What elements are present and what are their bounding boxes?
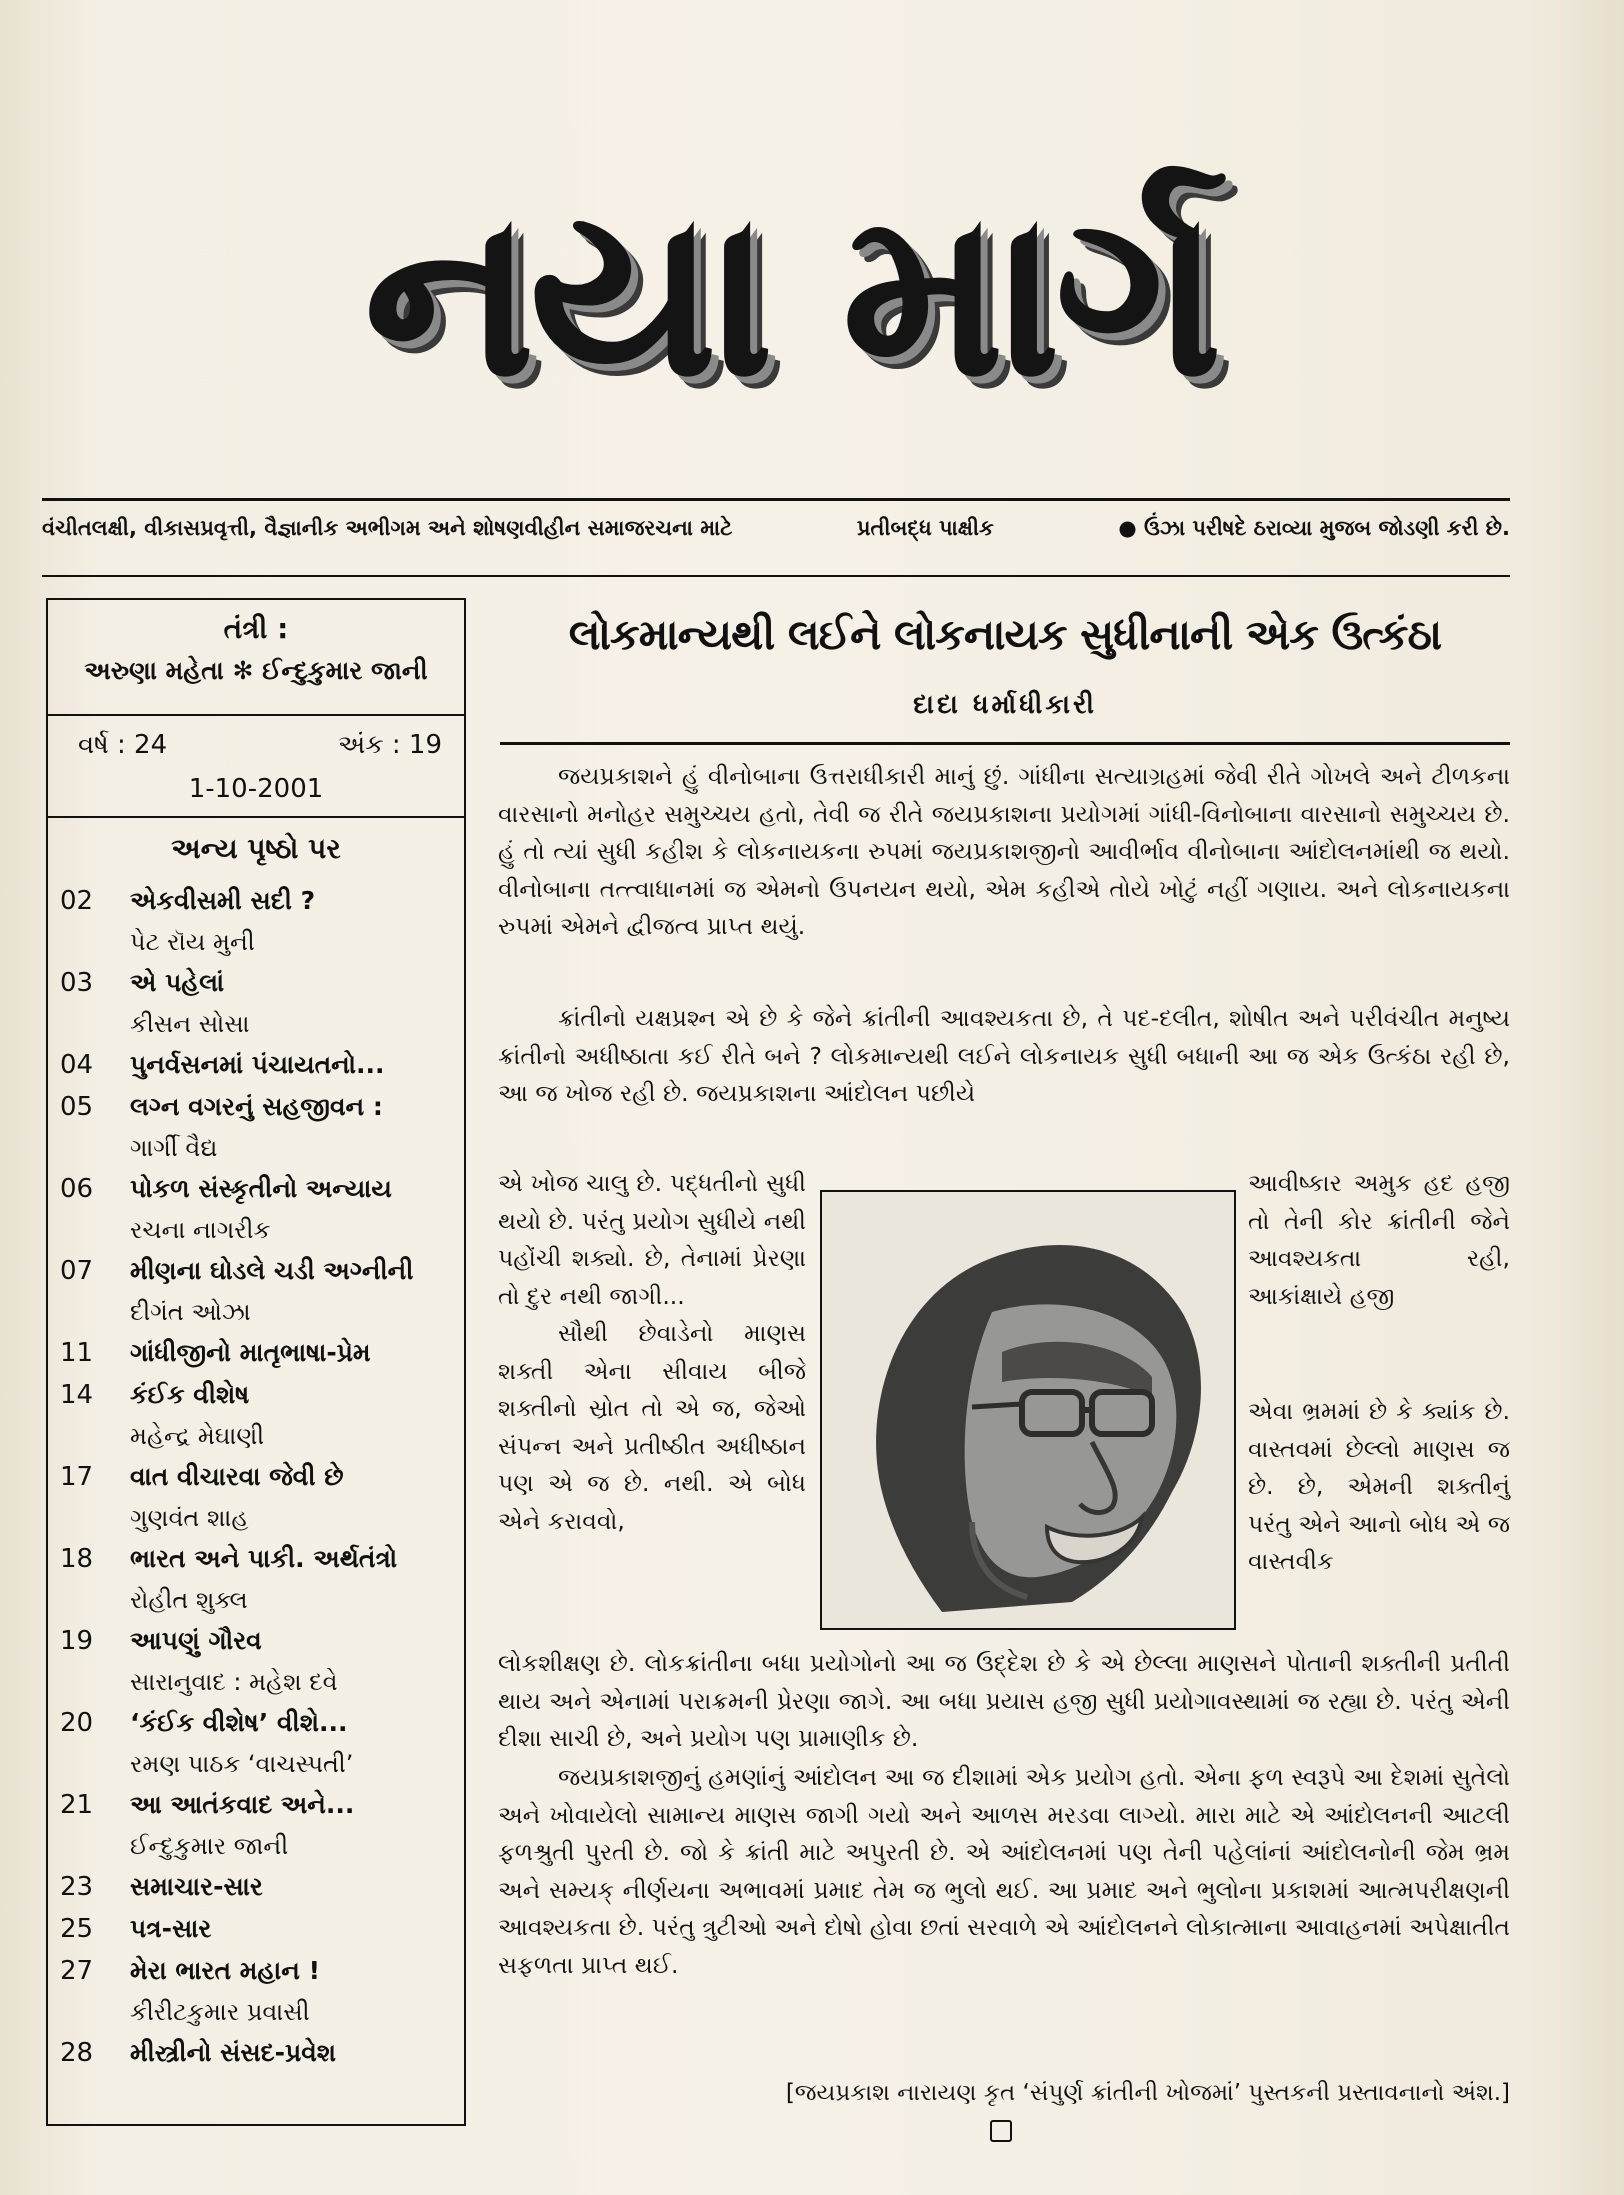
article-column-right xyxy=(1248,1165,1510,1581)
contents-item xyxy=(60,1620,464,1702)
editor-box xyxy=(48,600,464,716)
contents-item-author: સારાનુવાદ : મહેશ દવે xyxy=(130,1668,338,1696)
contents-page-number: 11 xyxy=(60,1338,94,1368)
contents-item-author: ઈન્દુકુમાર જાની xyxy=(130,1832,289,1860)
contents-item-author: પેટ રૉય મુની xyxy=(130,928,255,956)
masthead-title: નયા માર્ગ xyxy=(363,161,1217,428)
contents-item xyxy=(60,1044,464,1086)
contents-item-author: કીસન સોસા xyxy=(130,1010,250,1038)
portrait-image xyxy=(820,1190,1236,1630)
title-rule xyxy=(500,742,1510,745)
contents-item xyxy=(60,1332,464,1374)
contents-item-title: વાત વીચારવા જેવી છે xyxy=(130,1462,344,1491)
masthead-rule xyxy=(42,498,1510,501)
column-left-part-2: સૌથી છેવાડેનો માણસ શક્તી એના સીવાય બીજે શક્તીનો સ્રોત તો એ જ, જેઓ સંપન્ન અને પ્રતીષ્ઠીત અધીષ્ઠાન પણ એ જ છે. નથી. એ બોધ એને કરાવવો, xyxy=(498,1319,806,1535)
contents-item-author: રચના નાગરીક xyxy=(130,1216,271,1244)
contents-item-title: પોકળ સંસ્કૃતીનો અન્યાય xyxy=(130,1174,392,1203)
contents-page-number: 18 xyxy=(60,1544,94,1574)
contents-item xyxy=(60,1250,464,1332)
contents-item-title: એ પહેલાં xyxy=(130,968,225,997)
contents-item-author: ગુણવંત શાહ xyxy=(130,1504,249,1532)
contents-item-title: આ આતંકવાદ અને... xyxy=(130,1790,355,1819)
contents-item xyxy=(60,1702,464,1784)
contents-item xyxy=(60,1908,464,1950)
column-left-part-1: એ ખોજ ચાલુ છે. પદ્ધતીનો સુધી થયો છે. પરંતુ પ્રયોગ સુધીયે નથી પહોંચી શક્યો. છે, તેનામાં પ્રેરણા તો દુર નથી જાગી... xyxy=(498,1169,806,1310)
contents-item-title: લગ્ન વગરનું સહજીવન : xyxy=(130,1092,383,1121)
article-byline: દાદા ધર્માધીકારી xyxy=(913,690,1097,720)
contents-page-number: 17 xyxy=(60,1462,94,1492)
contents-item-author: મહેન્દ્ર મેઘાણી xyxy=(130,1422,265,1450)
tagline-frequency: પ્રતીબદ્ધ પાક્ષીક xyxy=(856,516,994,540)
contents-page-number: 21 xyxy=(60,1790,94,1820)
tagline-spelling-note: ● ઉંઝા પરીષદે ઠરાવ્યા મુજબ જોડણી કરી છે. xyxy=(1118,516,1510,540)
article-column-left xyxy=(498,1165,806,1540)
contents-item-title: પુનર્વસનમાં પંચાયતનો... xyxy=(130,1050,385,1079)
issue-number: અંક : 19 xyxy=(337,730,442,760)
contents-page-number: 14 xyxy=(60,1380,94,1410)
contents-item-title: ગાંધીજીનો માતૃભાષા-પ્રેમ xyxy=(130,1338,371,1367)
contents-item xyxy=(60,2032,464,2074)
tagline xyxy=(42,516,1510,541)
contents-page-number: 23 xyxy=(60,1872,94,1902)
contents-item-author: રમણ પાઠક ‘વાચસ્પતી’ xyxy=(130,1750,354,1778)
contents-item xyxy=(60,1866,464,1908)
contents-item xyxy=(60,1456,464,1538)
contents-page-number: 25 xyxy=(60,1914,94,1944)
contents-item-author: રોહીત શુક્લ xyxy=(130,1586,248,1614)
contents-item-title: ‘કંઈક વીશેષ’ વીશે... xyxy=(130,1708,348,1737)
contents-item xyxy=(60,1168,464,1250)
contents-page-number: 07 xyxy=(60,1256,94,1286)
article-paragraph-3: લોકશીક્ષણ છે. લોકક્રાંતીના બધા પ્રયોગોનો આ જ ઉદ્દેશ છે કે એ છેલ્લા માણસને પોતાની શક્તીની પ્રતીતી થાય અને એનામાં પરાક્રમની પ્રેરણા જાગે. આ બધા પ્રયાસ હજી સુધી પ્રયોગાવસ્થામાં જ રહ્યા છે. પરંતુ એની દીશા સાચી છે, અને પ્રયોગ પણ પ્રામાણીક છે. xyxy=(498,1649,1510,1752)
issue-date: 1-10-2001 xyxy=(188,774,324,804)
contents-item-title: એકવીસમી સદી ? xyxy=(130,886,316,915)
contents-item-author: ગાર્ગી વૈદ્ય xyxy=(130,1134,218,1162)
source-note: [જયપ્રકાશ નારાયણ કૃત ‘સંપુર્ણ ક્રાંતીની ખોજમાં’ પુસ્તકની પ્રસ્તાવનાનો અંશ.] xyxy=(785,2080,1510,2106)
masthead xyxy=(190,150,1390,440)
article-paragraph-2: ક્રાંતીનો યક્ષપ્રશ્ન એ છે કે જેને ક્રાંતીની આવશ્યકતા છે, તે પદ-દલીત, શોષીત અને પરીવંચીત મનુષ્ય ક્રાંતીનો અધીષ્ઠાતા કઈ રીતે બને ? લોકમાન્યથી લઈને લોકનાયક સુધી બધાની આ જ એક ઉત્કંઠા રહી છે, આ જ ખોજ રહી છે. જયપ્રકાશના આંદોલન પછીયે xyxy=(498,1004,1510,1107)
contents-page-number: 20 xyxy=(60,1708,94,1738)
editor-label: તંત્રી : xyxy=(223,612,289,645)
article-paragraph-4: જયપ્રકાશજીનું હમણાંનું આંદોલન આ જ દીશામાં એક પ્રયોગ હતો. એના ફળ સ્વરૂપે આ દેશમાં સુતેલો અને ખોવાયેલો સામાન્ય માણસ જાગી ગયો અને આળસ મરડવા લાગ્યો. મારા માટે એ આંદોલનની આટલી ફળશ્રુતી પુરતી છે. જો કે ક્રાંતી માટે અપુરતી છે. એ આંદોલનમાં પણ તેની પહેલાંનાં આંદોલનોની જેમ ભ્રમ અને સમ્યક્ નીર્ણયના અભાવમાં પ્રમાદ તેમ જ ભુલો થઈ. આ પ્રમાદ અને ભુલોના પ્રકાશમાં આત્મપરીક્ષણની આવશ્યકતા છે. પરંતુ ત્રુટીઓ અને દોષો હોવા છતાં સરવાળે એ આંદોલનને લોકાત્માના આવાહનમાં અપેક્ષાતીત સફળતા પ્રાપ્ત થઈ. xyxy=(498,1763,1510,1979)
contents-page-number: 03 xyxy=(60,968,94,998)
contents-item-title: મીસ્ત્રીનો સંસદ-પ્રવેશ xyxy=(130,2038,337,2067)
portrait-illustration xyxy=(822,1192,1234,1628)
issue-box xyxy=(48,716,464,818)
contents-item-title: પત્ર-સાર xyxy=(130,1914,212,1943)
tagline-rule xyxy=(42,575,1510,577)
contents-page-number: 28 xyxy=(60,2038,94,2068)
tagline-mission: વંચીતલક્ષી, વીકાસપ્રવૃત્તી, વૈજ્ઞાનીક અભીગમ અને શોષણવીહીન સમાજરચના માટે xyxy=(42,516,733,540)
contents-item xyxy=(60,1950,464,2032)
contents-item xyxy=(60,1538,464,1620)
contents-item-author: દીગંત ઓઝા xyxy=(130,1298,251,1326)
contents-item xyxy=(60,1374,464,1456)
contents-item xyxy=(60,962,464,1044)
contents-item-title: સમાચાર-સાર xyxy=(130,1872,263,1901)
contents-page-number: 06 xyxy=(60,1174,94,1204)
contents-title: અન્ય પૃષ્ઠો પર xyxy=(171,832,341,865)
article-paragraph-1: જયપ્રકાશને હું વીનોબાના ઉત્તરાધીકારી માનું છું. ગાંધીના સત્યાગ્રહમાં જેવી રીતે ગોખલે અને ટીળકના વારસાનો મનોહર સમુચ્ચય હતો, તેવી જ રીતે જયપ્રકાશના પ્રયોગમાં ગાંધી-વિનોબાના વારસાનો સમુચ્ચય છે. હું તો ત્યાં સુધી કહીશ કે લોકનાયકના રુપમાં જયપ્રકાશજીનો આવીર્ભાવ વીનોબાના આંદોલનમાંથી જ થયો. વીનોબાના તત્ત્વાધાનમાં જ એમનો ઉપનયન થયો, એમ કહીએ તોયે ખોટું નહીં ગણાય. અને લોકનાયકના રુપમાં એમને દ્વીજત્વ પ્રાપ્ત થયું. xyxy=(498,762,1510,940)
contents-item-author: કીરીટકુમાર પ્રવાસી xyxy=(130,1998,310,2026)
contents-item-title: ભારત અને પાકી. અર્થતંત્રો xyxy=(130,1544,398,1573)
contents-page-number: 19 xyxy=(60,1626,94,1656)
editor-names: અરુણા મહેતા ✻ ઈન્દુકુમાર જાની xyxy=(84,656,428,685)
contents-item-title: આપણું ગૌરવ xyxy=(130,1626,262,1655)
column-right-part-2: એવા ભ્રમમાં છે કે ક્યાંક છે. વાસ્તવમાં છેલ્લો માણસ જ છે. છે, એમની શક્તીનું પરંતુ એને આનો બોધ એ જ વાસ્તવીક xyxy=(1248,1397,1510,1575)
contents-page-number: 02 xyxy=(60,886,94,916)
column-right-part-1: આવીષ્કાર અમુક હદ હજી તો તેની કોર ક્રાંતીની જેને આવશ્યકતા રહી, આકાંક્ષાયે હજી xyxy=(1248,1169,1510,1310)
sidebar xyxy=(46,598,466,2126)
contents-item xyxy=(60,880,464,962)
volume-year: વર્ષ : 24 xyxy=(78,730,168,760)
contents-item-title: મીણના ઘોડલે ચડી અગ્નીની xyxy=(130,1256,414,1285)
contents-item-title: મેરા ભારત મહાન ! xyxy=(130,1956,321,1985)
contents-page-number: 27 xyxy=(60,1956,94,1986)
contents-item xyxy=(60,1784,464,1866)
contents-page-number: 04 xyxy=(60,1050,94,1080)
contents-item-title: કંઈક વીશેષ xyxy=(130,1380,250,1409)
end-of-article-mark xyxy=(990,2120,1012,2142)
article-title: લોકમાન્યથી લઈને લોકનાયક સુધીનાની એક ઉત્કંઠા xyxy=(568,610,1442,659)
contents-item xyxy=(60,1086,464,1168)
contents-list xyxy=(48,880,464,2074)
contents-page-number: 05 xyxy=(60,1092,94,1122)
